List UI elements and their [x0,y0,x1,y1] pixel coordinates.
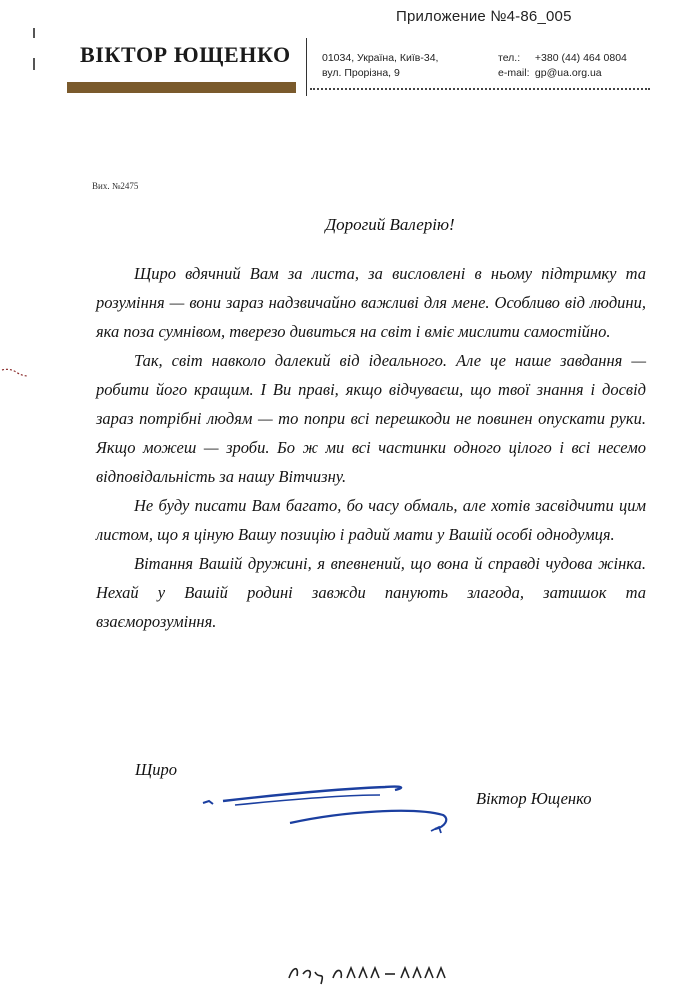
salutation: Дорогий Валерію! [325,215,455,234]
letter-body [96,259,646,636]
letterhead-dotted-rule [310,88,650,90]
margin-mark [0,362,30,382]
email-value: gp@ua.org.ua [534,67,602,79]
handwritten-note [285,958,455,986]
paragraph: Вітання Вашій дружині, я впевнений, що вона й справді чудова жінка. Нехай у Вашій родині завжди панують злагода, затишок та взаєморозуміння. [96,554,646,631]
signature-image [195,775,465,845]
address-line-2: вул. Прорізна, 9 [322,67,400,79]
letterhead-bar [67,82,296,93]
punch-marks [30,28,40,78]
document-annotation: Приложение №4-86_005 [396,8,572,25]
letterhead-name: ВІКТОР ЮЩЕНКО [80,42,291,67]
tel-value: +380 (44) 464 0804 [534,52,627,64]
letterhead-contacts [498,51,627,81]
letterhead-address [322,51,438,81]
paragraph: Так, світ навколо далекий від ідеального. Але це наше завдання — робити його кращим. І Ви праві, якщо відчуваєш, що твої знання і досвід зараз потрібні людям — то попри всі перешкоди не повинен опускати руки. Якщо можеш — зроби. Бо ж ми всі частинки одного цілого і всі несемо відповідальність за нашу Вітчизну. [96,351,646,486]
address-line-1: 01034, Україна, Київ-34, [322,52,439,64]
tel-label: тел.: [498,52,521,64]
letterhead-divider [306,38,307,96]
paragraph: Не буду писати Вам багато, бо часу обмаль, але хотів засвідчити цим листом, що я ціную Вашу позицію і радий мати у Вашій особі однодумця. [96,496,646,544]
signatory-name: Віктор Ющенко [476,789,592,808]
closing: Щиро [135,760,177,779]
paragraph: Щиро вдячний Вам за листа, за висловлені в ньому підтримку та розуміння — вони зараз надзвичайно важливі для мене. Особливо від людини, яка поза сумнівом, тверезо дивиться на світ і вміє мислити самостійно. [96,264,646,341]
outgoing-number: Вих. №2475 [92,181,139,191]
email-label: e-mail: [498,67,530,79]
